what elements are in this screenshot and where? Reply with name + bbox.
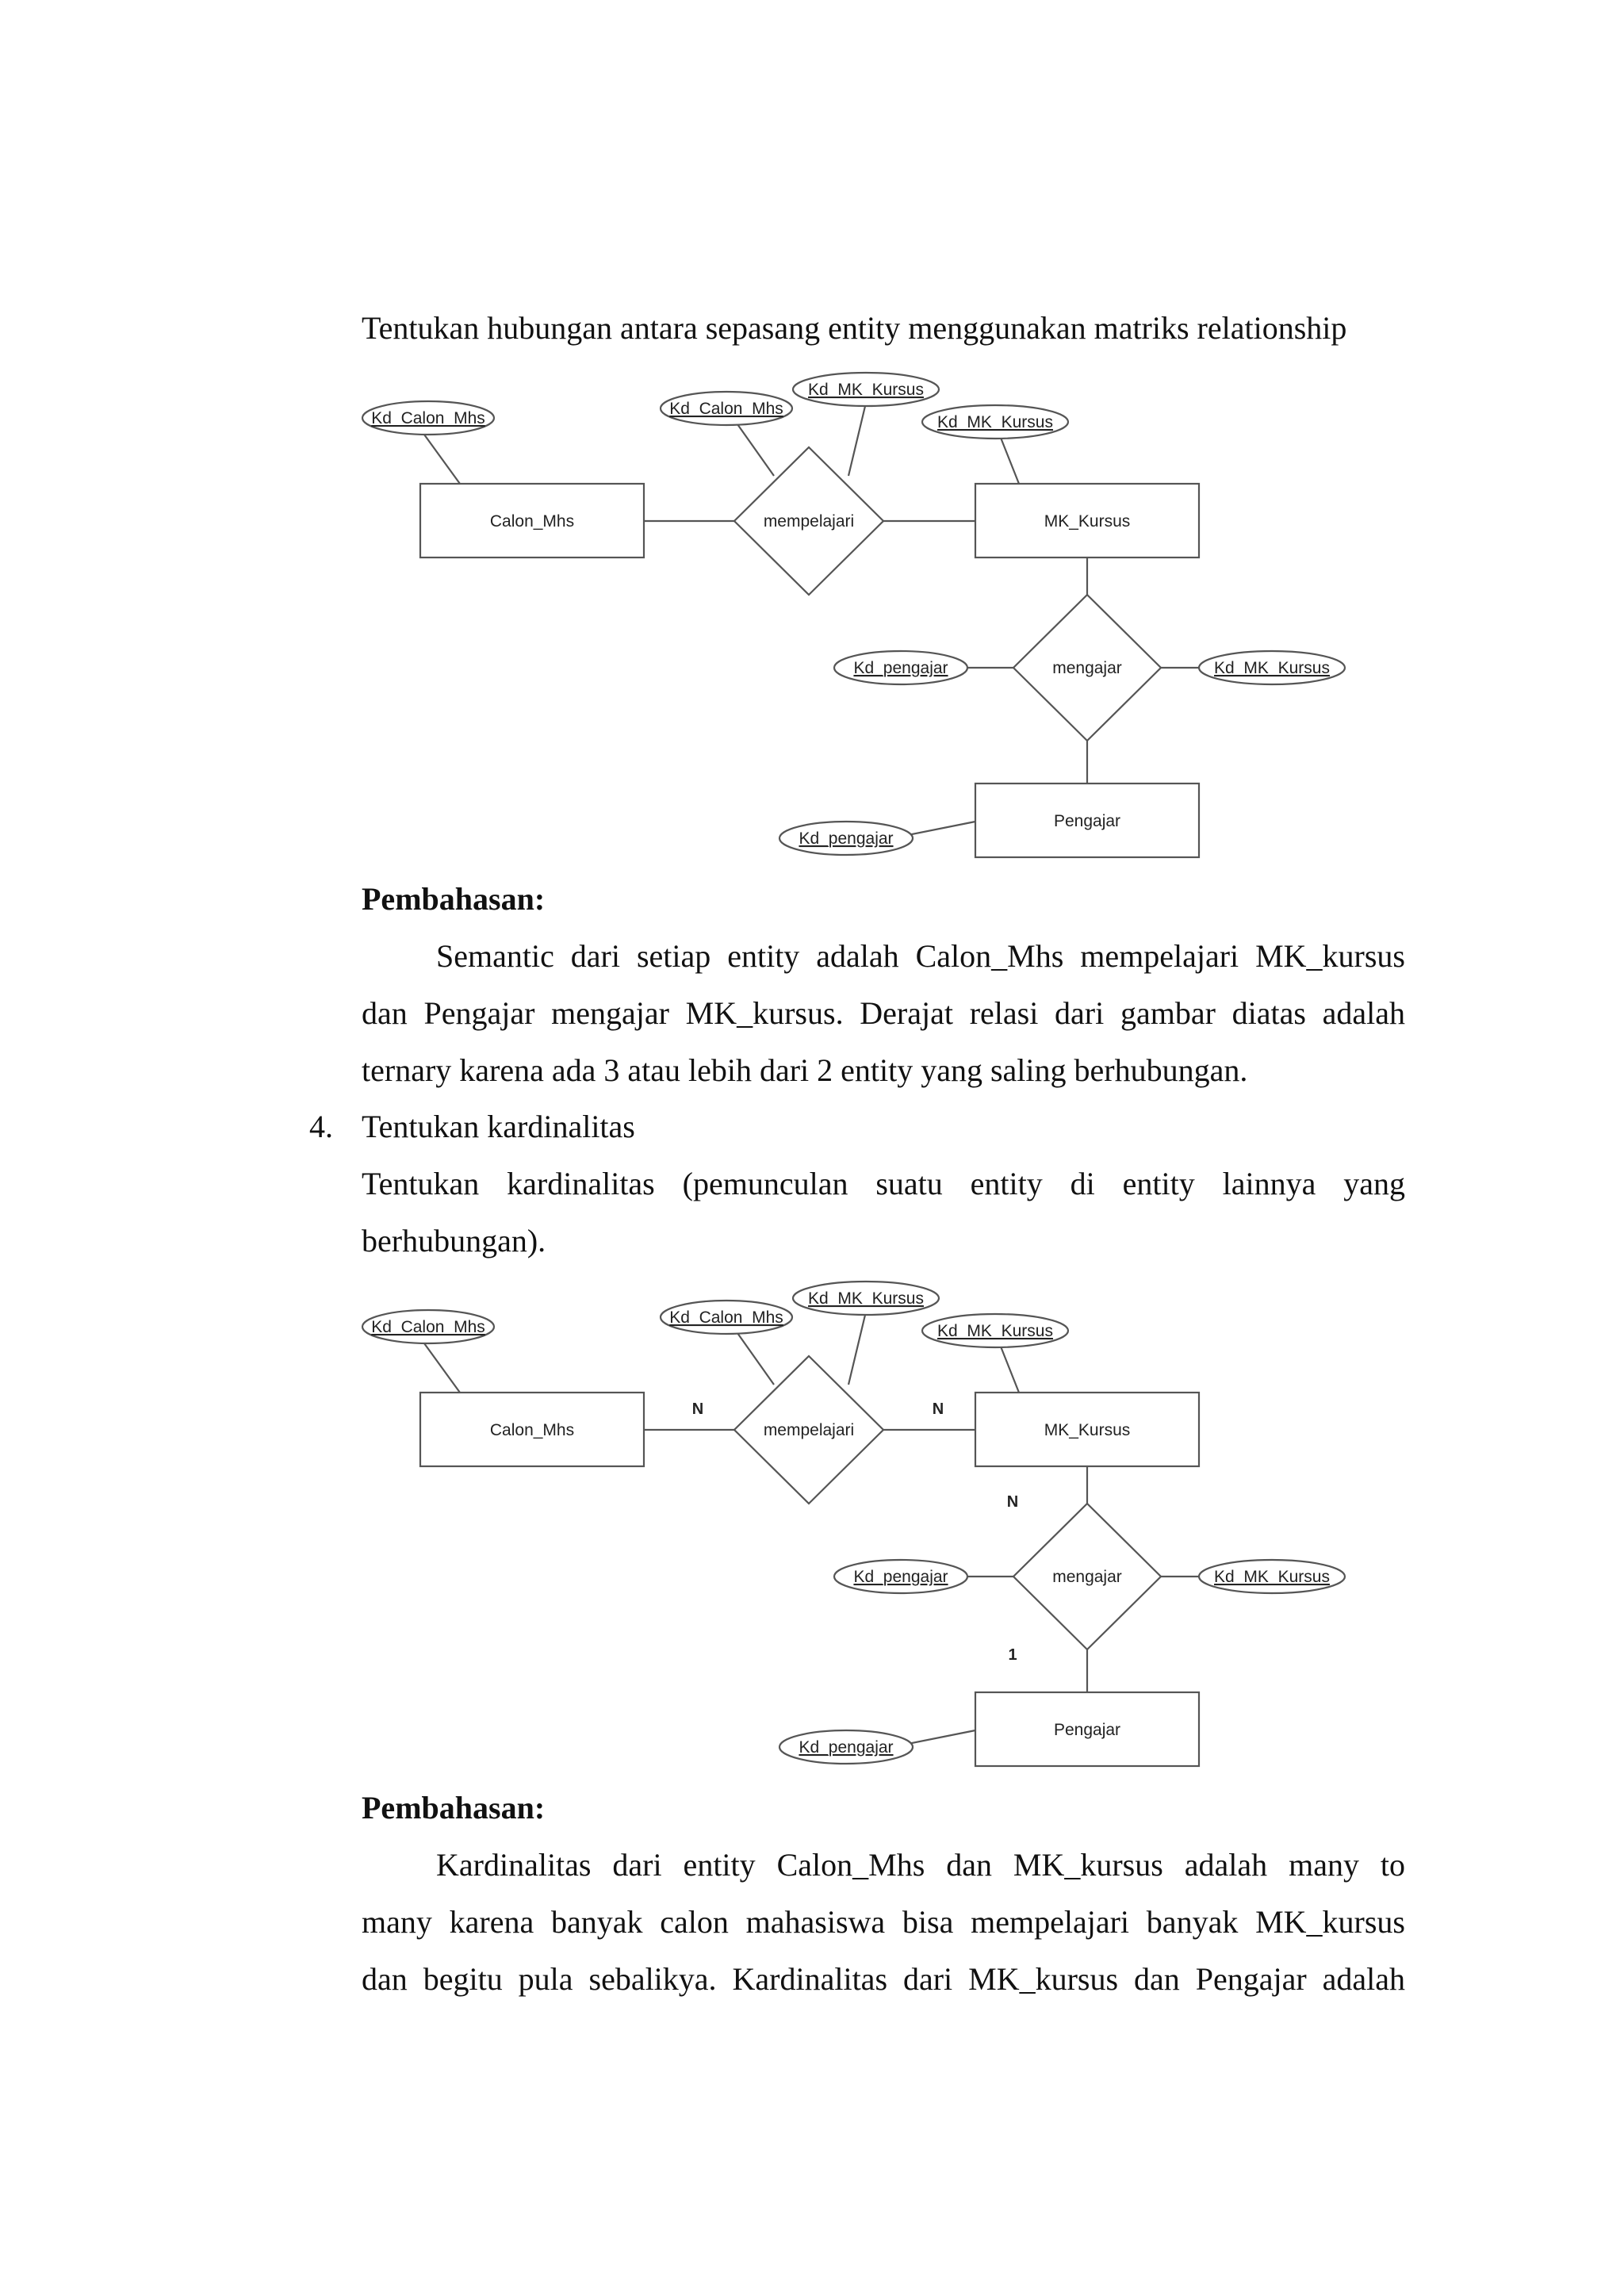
entity-pengajar-label: Pengajar <box>1053 1721 1121 1739</box>
er-diagram-2 <box>0 909 1624 1797</box>
er-diagram-1 <box>0 0 1624 888</box>
line-attr-calon <box>424 1343 460 1393</box>
line-attr-mempelajari-mk <box>848 403 866 476</box>
attribute-mk-kd-mk-kursus-label: Kd_MK_Kursus <box>937 1322 1053 1340</box>
relationship-mempelajari-label: mempelajari <box>763 1421 855 1439</box>
attribute-mengajar-kd-pengajar-label: Kd_pengajar <box>853 1568 948 1586</box>
attribute-mengajar-kd-pengajar-label: Kd_pengajar <box>853 659 948 677</box>
cardinality-mengajar-pengajar: 1 <box>1008 1646 1017 1664</box>
line-attr-mk <box>1001 1347 1019 1393</box>
entity-calon-mhs-label: Calon_Mhs <box>489 1421 575 1439</box>
entity-mk-kursus-label: MK_Kursus <box>1044 512 1131 531</box>
item-4-number: 4. <box>309 1109 333 1144</box>
heading-pembahasan-1: Pembahasan: <box>362 881 546 917</box>
cardinality-line-1: Kardinalitas dari entity Calon_Mhs dan MK_kursus adalah many to <box>436 1847 1405 1883</box>
attribute-mempelajari-kd-calon-mhs-label: Kd_Calon_Mhs <box>669 400 783 418</box>
relationship-mengajar-label: mengajar <box>1052 1568 1122 1586</box>
entity-calon-mhs-label: Calon_Mhs <box>489 512 575 531</box>
attribute-pengajar-kd-pengajar-label: Kd_pengajar <box>799 1738 894 1757</box>
attribute-mempelajari-kd-mk-kursus-label: Kd_MK_Kursus <box>808 381 924 399</box>
relationship-mempelajari-label: mempelajari <box>763 512 855 531</box>
line-attr-mempelajari-mk <box>848 1312 866 1385</box>
intro-paragraph: Tentukan hubungan antara sepasang entity menggunakan matriks relationship <box>362 310 1347 346</box>
entity-pengajar-label: Pengajar <box>1053 812 1121 830</box>
cardinality-line-2: many karena banyak calon mahasiswa bisa mempelajari banyak MK_kursus <box>362 1904 1405 1940</box>
item-4-desc-line-1: Tentukan kardinalitas (pemunculan suatu entity di entity lainnya yang <box>362 1166 1405 1201</box>
attribute-mempelajari-kd-mk-kursus-label: Kd_MK_Kursus <box>808 1289 924 1308</box>
attribute-mengajar-kd-mk-kursus-label: Kd_MK_Kursus <box>1214 659 1330 677</box>
attribute-mk-kd-mk-kursus-label: Kd_MK_Kursus <box>937 413 1053 431</box>
cardinality-calon-mempelajari: N <box>691 1400 704 1418</box>
line-attr-mempelajari-calon <box>737 424 774 476</box>
item-4-desc-line-2: berhubungan). <box>362 1223 546 1259</box>
cardinality-mempelajari-mk: N <box>932 1400 944 1418</box>
semantic-line-1: Semantic dari setiap entity adalah Calon_Mhs mempelajari MK_kursus <box>436 938 1405 974</box>
semantic-line-3: ternary karena ada 3 atau lebih dari 2 entity yang saling berhubungan. <box>362 1052 1248 1088</box>
attribute-mengajar-kd-mk-kursus-label: Kd_MK_Kursus <box>1214 1568 1330 1586</box>
attribute-kd-calon-mhs-label: Kd_Calon_Mhs <box>371 1318 485 1336</box>
attribute-pengajar-kd-pengajar-label: Kd_pengajar <box>799 829 894 848</box>
attribute-mempelajari-kd-calon-mhs-label: Kd_Calon_Mhs <box>669 1308 783 1327</box>
heading-pembahasan-2: Pembahasan: <box>362 1790 546 1826</box>
line-attr-mempelajari-calon <box>737 1333 774 1385</box>
item-4-title: Tentukan kardinalitas <box>362 1109 635 1144</box>
relationship-mengajar-label: mengajar <box>1052 659 1122 677</box>
cardinality-line-3: dan begitu pula sebalikya. Kardinalitas dari MK_kursus dan Pengajar adalah <box>362 1961 1405 1997</box>
attribute-kd-calon-mhs-label: Kd_Calon_Mhs <box>371 409 485 427</box>
line-attr-calon <box>424 435 460 484</box>
line-attr-mk <box>1001 438 1019 484</box>
entity-mk-kursus-label: MK_Kursus <box>1044 1421 1131 1439</box>
semantic-line-2: dan Pengajar mengajar MK_kursus. Derajat relasi dari gambar diatas adalah <box>362 995 1405 1031</box>
cardinality-mk-mengajar: N <box>1006 1493 1019 1511</box>
